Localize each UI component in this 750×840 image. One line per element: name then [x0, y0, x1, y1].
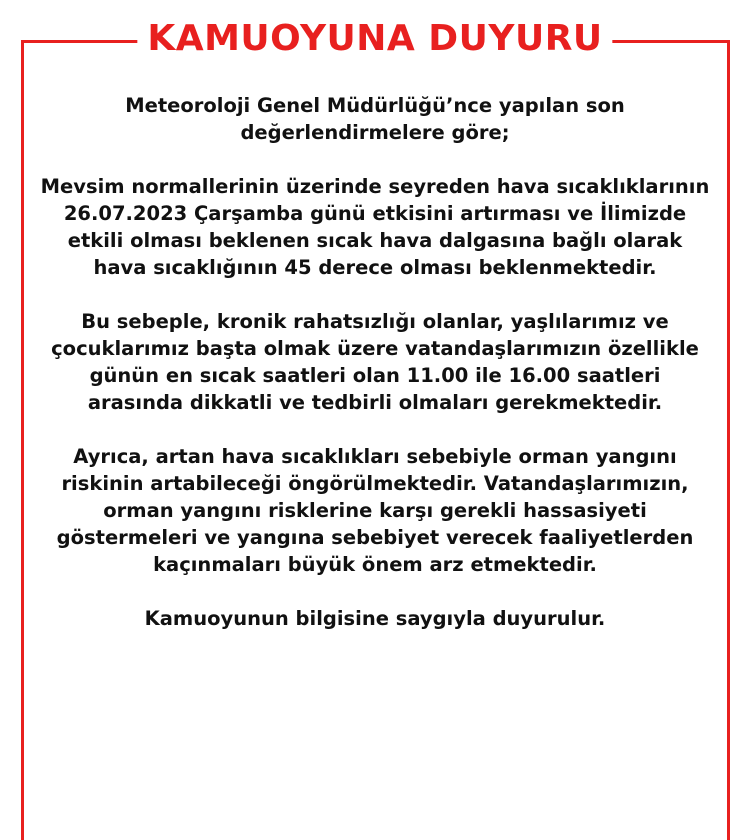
text-line: riskinin artabileceği öngörülmektedir. Vatandaşlarımızın, [61, 472, 689, 495]
closing-paragraph [24, 605, 726, 632]
text-line: Bu sebeple, kronik rahatsızlığı olanlar, yaşlılarımız ve [81, 310, 669, 333]
announcement-title: KAMUOYUNA DUYURU [137, 14, 612, 64]
text-line: orman yangını risklerine karşı gerekli hassasiyeti [103, 499, 647, 522]
text-line: kaçınmaları büyük önem arz etmektedir. [153, 553, 597, 576]
text-line: arasında dikkatli ve tedbirli olmaları gerekmektedir. [87, 391, 663, 414]
text-line: Mevsim normallerinin üzerinde seyreden hava sıcaklıklarının [40, 175, 710, 198]
fire-risk-paragraph [24, 443, 726, 578]
announcement-body [24, 92, 726, 659]
text-line: değerlendirmelere göre; [240, 121, 510, 144]
text-line: göstermeleri ve yangına sebebiyet verecek faaliyetlerden [56, 526, 694, 549]
text-line: 26.07.2023 Çarşamba günü etkisini artırması ve İlimizde [63, 202, 687, 225]
text-line: Kamuoyunun bilgisine saygıyla duyurulur. [144, 607, 606, 630]
text-line: etkili olması beklenen sıcak hava dalgasına bağlı olarak [67, 229, 683, 252]
text-line: Meteoroloji Genel Müdürlüğü’nce yapılan son [125, 94, 625, 117]
precaution-paragraph [24, 308, 726, 416]
intro-paragraph [24, 92, 726, 146]
text-line: hava sıcaklığının 45 derece olması beklenmektedir. [93, 256, 657, 279]
text-line: çocuklarımız başta olmak üzere vatandaşlarımızın özellikle [51, 337, 699, 360]
heat-warning-paragraph [24, 173, 726, 281]
text-line: Ayrıca, artan hava sıcaklıkları sebebiyle orman yangını [73, 445, 677, 468]
text-line: günün en sıcak saatleri olan 11.00 ile 16.00 saatleri [89, 364, 661, 387]
